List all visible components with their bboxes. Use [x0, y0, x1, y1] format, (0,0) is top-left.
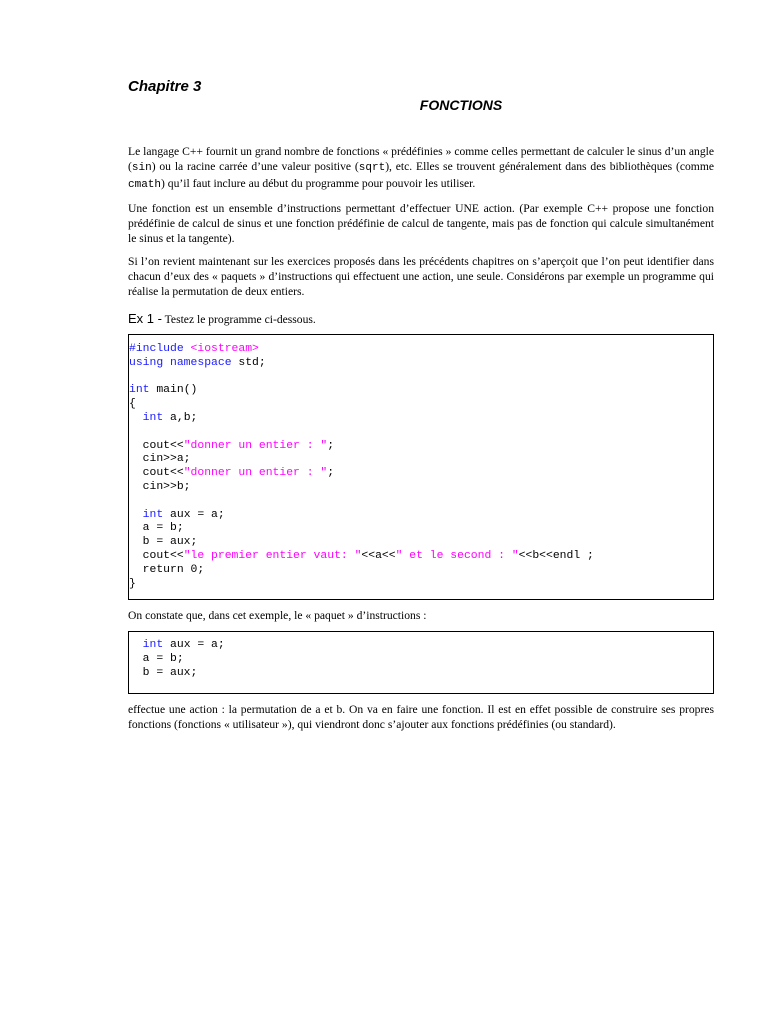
code-line: cout<<"donner un entier : ";: [129, 439, 335, 452]
text: ), etc. Elles se trouvent généralement dans des bibliothèques (comme: [385, 160, 714, 173]
code-line: [129, 495, 713, 509]
paragraph-definition: Une fonction est un ensemble d’instructions permettant d’effectuer UNE action. (Par exemple C++ propose une fonction prédéfinie de calcul de sinus et une fonction prédéfinie de calcul de tangente, mais pas de fonction qui calcule simultanément le sinus et la tangente).: [128, 202, 714, 245]
code-block-main: [128, 334, 714, 600]
inline-code: sin: [131, 162, 152, 174]
code-line: }: [129, 577, 136, 590]
code-line: cin>>b;: [129, 480, 191, 493]
text: Le langage C++ fournit un grand nombre de fonctions « prédéfinies » comme celles permettant de calculer le sinus d’un angle (: [128, 145, 714, 173]
chapter-heading: Chapitre 3: [128, 78, 202, 95]
inline-code: sqrt: [358, 162, 386, 174]
code-line: {: [129, 398, 136, 411]
code-line: cout<<"le premier entier vaut: "<<a<<" et le second : "<<b<<endl ;: [129, 549, 594, 562]
code-line: cout<<"donner un entier : ";: [129, 467, 335, 480]
document-page: [128, 78, 714, 740]
code-line: [129, 426, 713, 440]
code-line: int a,b;: [129, 411, 198, 424]
code-line: #include <iostream>: [129, 343, 259, 355]
paragraph-conclusion: effectue une action : la permutation de a et b. On va en faire une fonction. Il est en effet possible de construire ses propres fonctions (fonctions « utilisateur »), qui viendront donc s’ajouter aux fonctions prédéfinies (ou standard).: [128, 702, 714, 731]
code-line: [129, 371, 713, 385]
code-line: using namespace std;: [129, 356, 266, 369]
exercise-label: Ex 1 -: [128, 311, 162, 326]
page-title: FONCTIONS: [419, 97, 503, 113]
code-line: a = b;: [129, 653, 184, 666]
inline-code: cmath: [128, 179, 162, 191]
paragraph-intro: [128, 144, 714, 193]
exercise-heading: [128, 311, 714, 326]
code-line: a = b;: [129, 522, 184, 535]
code-line: int main(): [129, 384, 198, 397]
code-line: return 0;: [129, 563, 205, 576]
paragraph-example-intro: Si l’on revient maintenant sur les exercices proposés dans les précédents chapitres on s’aperçoit que l’on peut identifier dans chacun d’eux des « paquets » d’instructions qui effectuent une action, une seule. Considérons par exemple un programme qui réalise la permutation de deux entiers.: [128, 255, 714, 298]
code-line: int aux = a;: [129, 508, 225, 521]
code-line: int aux = a;: [129, 639, 225, 652]
paragraph-observation: On constate que, dans cet exemple, le « paquet » d’instructions :: [128, 609, 427, 623]
text: ) ou la racine carrée d’une valeur positive (: [151, 160, 359, 173]
code-line: cin>>a;: [129, 453, 191, 466]
code-block-swap: [128, 631, 714, 693]
code-line: b = aux;: [129, 666, 198, 679]
code-line: b = aux;: [129, 536, 198, 549]
exercise-text: Testez le programme ci-dessous.: [161, 313, 316, 326]
text: ) qu’il faut inclure au début du programme pour pouvoir les utiliser.: [161, 177, 476, 190]
